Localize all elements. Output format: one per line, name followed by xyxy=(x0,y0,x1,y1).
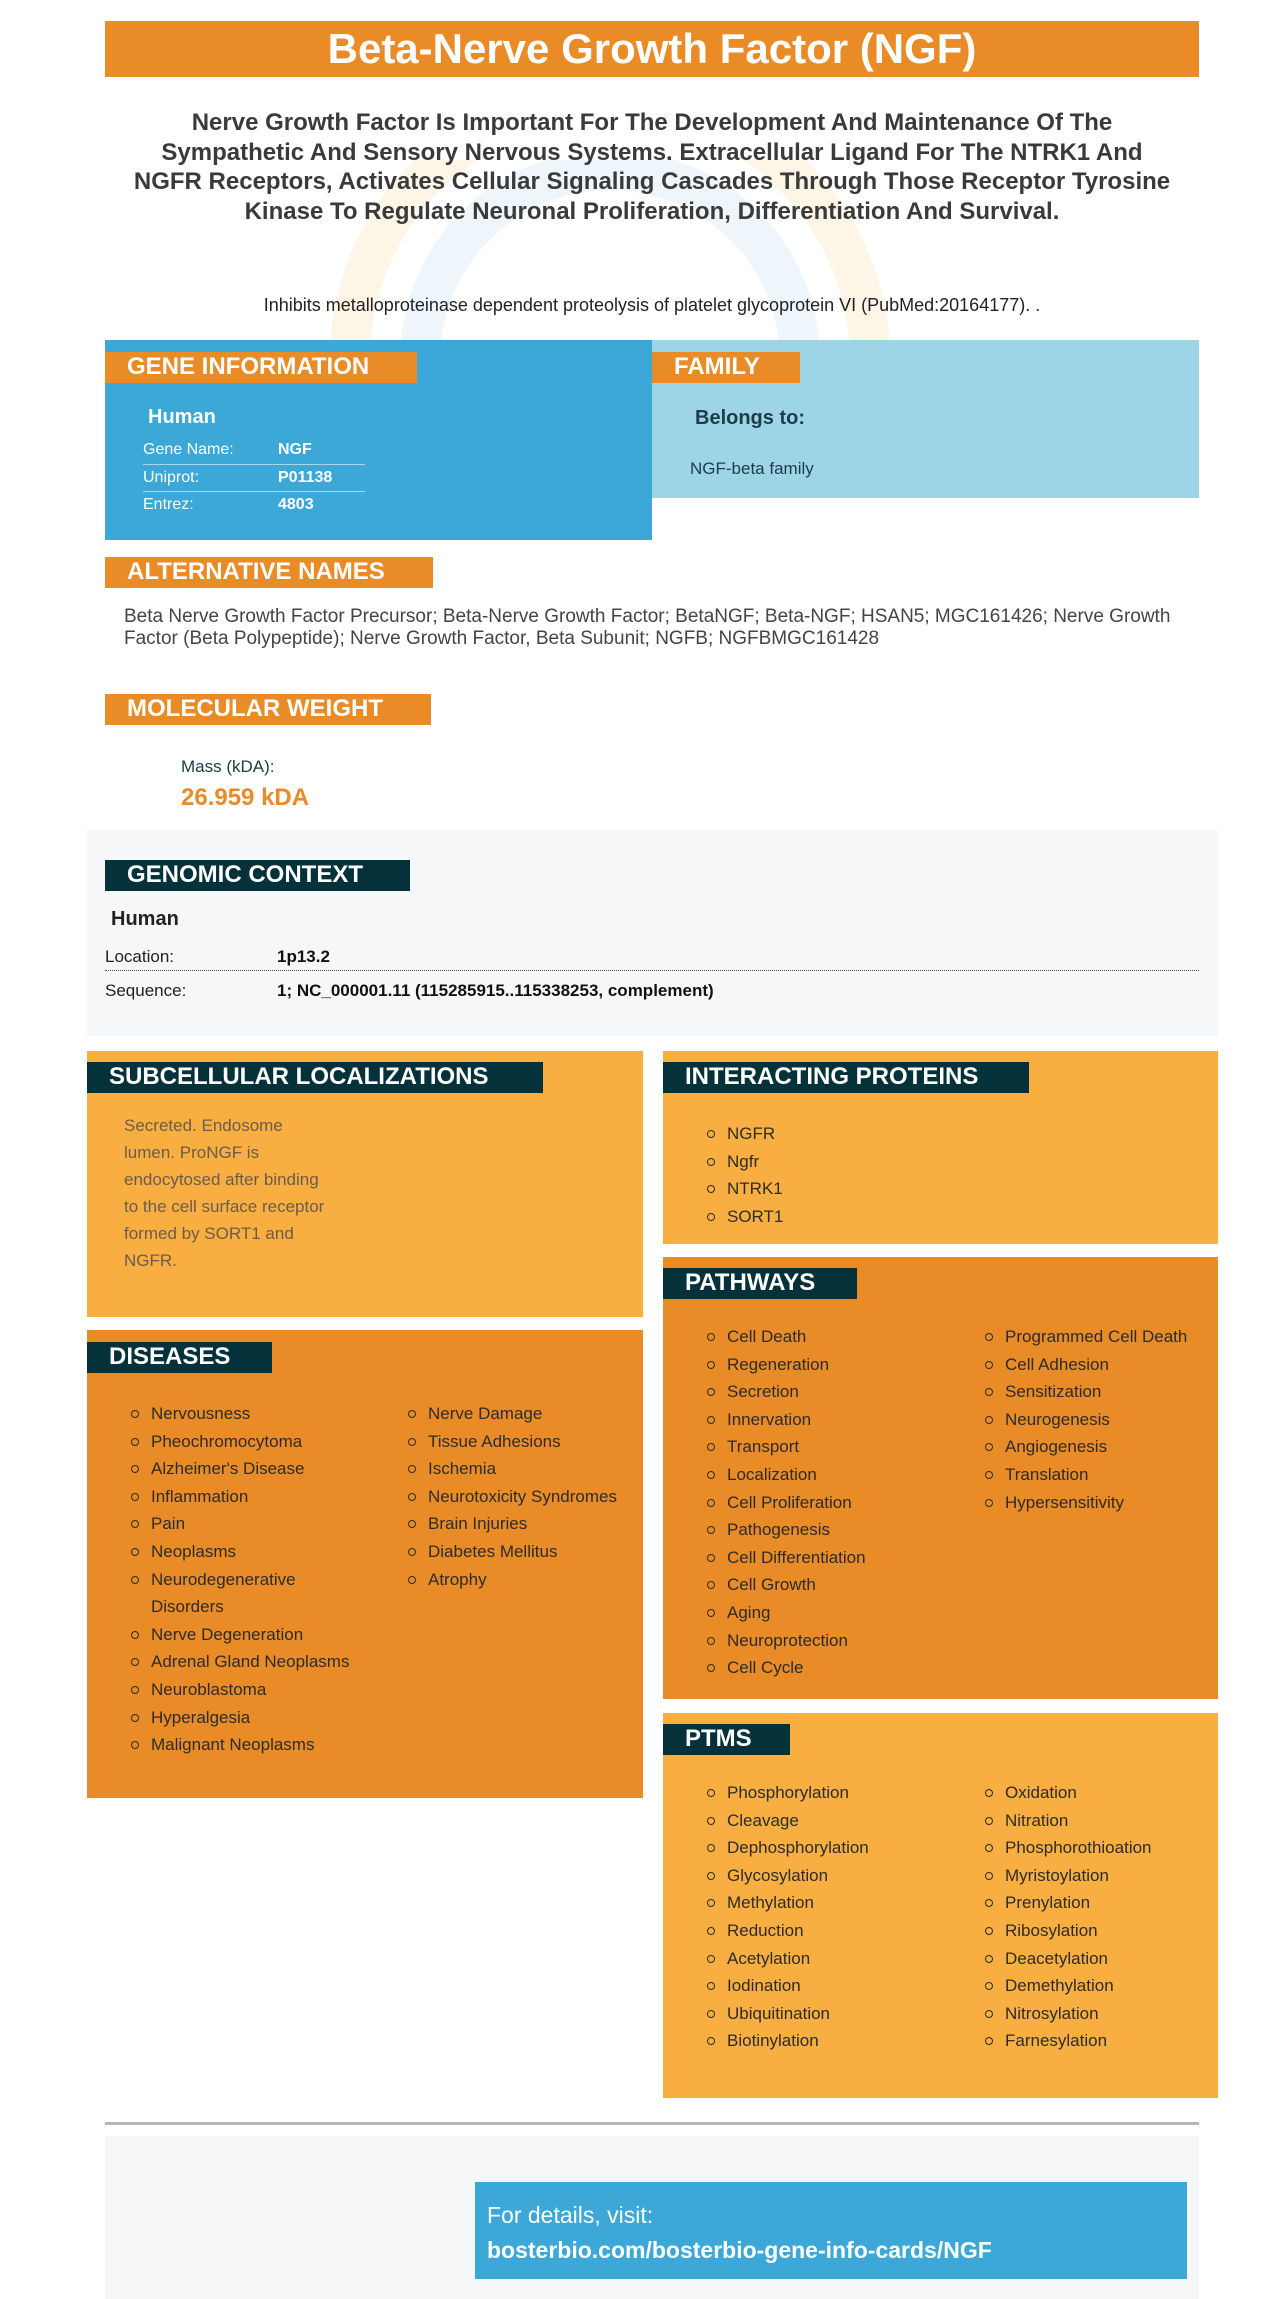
disease-item: Nervousness xyxy=(131,1400,371,1428)
pathways-list-col1 xyxy=(707,1323,967,1682)
disease-item: Pheochromocytoma xyxy=(131,1428,371,1456)
pathway-item: Cell Cycle xyxy=(707,1654,967,1682)
ptm-item: Methylation xyxy=(707,1889,967,1917)
pathway-item: Neurogenesis xyxy=(985,1406,1215,1434)
ptm-item: Biotinylation xyxy=(707,2027,967,2055)
location-label: Location: xyxy=(105,947,174,966)
uniprot-label: Uniprot: xyxy=(143,469,200,486)
disease-item: Brain Injuries xyxy=(408,1510,638,1538)
disease-item: Nerve Damage xyxy=(408,1400,638,1428)
ptm-item: Nitrosylation xyxy=(985,2000,1215,2028)
gene-info-row xyxy=(143,492,365,519)
details-link[interactable]: bosterbio.com/bosterbio-gene-info-cards/NGF xyxy=(487,2237,992,2263)
title-banner xyxy=(105,21,1199,77)
pathway-item: Angiogenesis xyxy=(985,1433,1215,1461)
gene-name-label: Gene Name: xyxy=(143,441,234,458)
disease-item: Hyperalgesia xyxy=(131,1704,371,1732)
pathway-item: Cell Proliferation xyxy=(707,1489,967,1517)
subcellular-text: Secreted. Endosome lumen. ProNGF is endocytosed after binding to the cell surface receptor formed by SORT1 and NGFR. xyxy=(124,1116,325,1270)
ptms-list-col1 xyxy=(707,1779,967,2055)
genomic-context-heading: GENOMIC CONTEXT xyxy=(105,860,410,891)
pathways-heading: PATHWAYS xyxy=(663,1268,857,1299)
family-belongs-label: Belongs to: xyxy=(695,407,805,429)
ptms-heading: PTMS xyxy=(663,1724,790,1755)
mass-label: Mass (kDA): xyxy=(181,757,275,776)
gene-information-panel xyxy=(105,340,652,540)
gene-species: Human xyxy=(148,406,216,428)
family-heading: FAMILY xyxy=(652,352,800,383)
disease-item: Nerve Degeneration xyxy=(131,1621,371,1649)
ptms-list-col2 xyxy=(985,1779,1215,2055)
pathway-item: Hypersensitivity xyxy=(985,1489,1215,1517)
footer-panel xyxy=(105,2136,1199,2299)
location-row xyxy=(105,941,1199,971)
page-title: Beta-Nerve Growth Factor (NGF) xyxy=(327,25,977,72)
pathway-item: Transport xyxy=(707,1433,967,1461)
ptm-item: Cleavage xyxy=(707,1807,967,1835)
ptm-item: Reduction xyxy=(707,1917,967,1945)
ptm-item: Nitration xyxy=(985,1807,1215,1835)
disease-item: Malignant Neoplasms xyxy=(131,1731,371,1759)
entrez-value: 4803 xyxy=(278,496,314,513)
subcellular-heading: SUBCELLULAR LOCALIZATIONS xyxy=(87,1062,543,1093)
uniprot-value: P01138 xyxy=(278,469,333,486)
pathway-item: Programmed Cell Death xyxy=(985,1323,1215,1351)
disease-item: Neurotoxicity Syndromes xyxy=(408,1483,638,1511)
ptm-item: Myristoylation xyxy=(985,1862,1215,1890)
ptm-item: Dephosphorylation xyxy=(707,1834,967,1862)
ptm-item: Acetylation xyxy=(707,1945,967,1973)
pathway-item: Cell Death xyxy=(707,1323,967,1351)
sequence-value: 1; NC_000001.11 (115285915..115338253, complement) xyxy=(277,981,714,1000)
ptm-item: Prenylation xyxy=(985,1889,1215,1917)
sequence-row xyxy=(105,976,1199,1006)
ptms-panel xyxy=(663,1713,1218,2098)
gene-note: Inhibits metalloproteinase dependent proteolysis of platelet glycoprotein VI (PubMed:20164177). . xyxy=(263,295,1041,315)
ptm-item: Deacetylation xyxy=(985,1945,1215,1973)
genomic-species: Human xyxy=(111,908,179,930)
molecular-weight-heading: MOLECULAR WEIGHT xyxy=(105,694,431,725)
pathways-panel xyxy=(663,1257,1218,1699)
disease-item: Alzheimer's Disease xyxy=(131,1455,371,1483)
pathways-list-col2 xyxy=(985,1323,1215,1516)
diseases-heading: DISEASES xyxy=(87,1342,272,1373)
footer-divider xyxy=(105,2122,1199,2125)
location-value: 1p13.2 xyxy=(277,947,330,966)
interacting-protein-item: NGFR xyxy=(707,1120,1007,1148)
gene-info-row xyxy=(143,465,365,492)
disease-item: Neuroblastoma xyxy=(131,1676,371,1704)
visit-label: For details, visit: xyxy=(487,2202,654,2228)
diseases-list-col2 xyxy=(408,1400,638,1593)
pathway-item: Neuroprotection xyxy=(707,1627,967,1655)
pathway-item: Pathogenesis xyxy=(707,1516,967,1544)
interacting-protein-item: NTRK1 xyxy=(707,1175,1007,1203)
ptm-item: Farnesylation xyxy=(985,2027,1215,2055)
disease-item: Inflammation xyxy=(131,1483,371,1511)
interacting-protein-item: Ngfr xyxy=(707,1148,1007,1176)
diseases-panel xyxy=(87,1330,643,1798)
pathway-item: Regeneration xyxy=(707,1351,967,1379)
interacting-proteins-panel xyxy=(663,1051,1218,1244)
ptm-item: Iodination xyxy=(707,1972,967,2000)
genomic-context-panel xyxy=(87,830,1218,1036)
pathway-item: Cell Differentiation xyxy=(707,1544,967,1572)
pathway-item: Cell Adhesion xyxy=(985,1351,1215,1379)
interacting-proteins-list xyxy=(707,1120,1007,1230)
gene-name-value: NGF xyxy=(278,441,312,458)
subcellular-panel xyxy=(87,1051,643,1317)
ptm-item: Phosphorothioation xyxy=(985,1834,1215,1862)
disease-item: Adrenal Gland Neoplasms xyxy=(131,1648,371,1676)
pathway-item: Aging xyxy=(707,1599,967,1627)
diseases-list-col1 xyxy=(131,1400,371,1759)
disease-item: Tissue Adhesions xyxy=(408,1428,638,1456)
pathway-item: Secretion xyxy=(707,1378,967,1406)
ptm-item: Phosphorylation xyxy=(707,1779,967,1807)
alternative-names-heading: ALTERNATIVE NAMES xyxy=(105,557,433,588)
family-value: NGF-beta family xyxy=(690,459,814,478)
gene-information-heading: GENE INFORMATION xyxy=(105,352,417,383)
pathway-item: Localization xyxy=(707,1461,967,1489)
interacting-proteins-heading: INTERACTING PROTEINS xyxy=(663,1062,1029,1093)
pathway-item: Translation xyxy=(985,1461,1215,1489)
details-link-box[interactable] xyxy=(475,2182,1187,2279)
entrez-label: Entrez: xyxy=(143,496,194,513)
interacting-protein-item: SORT1 xyxy=(707,1203,1007,1231)
mass-value: 26.959 kDA xyxy=(181,784,310,811)
sequence-label: Sequence: xyxy=(105,981,187,1000)
gene-summary: Nerve Growth Factor Is Important For The Development And Maintenance Of The Sympathetic And Sensory Nervous Systems. Extracellular Ligand For The NTRK1 And NGFR Receptors, Activates Cellular Signaling Cascades Through Those Receptor Tyrosine Kinase To Regulate Neuronal Proliferation, Differentiation And Survival. xyxy=(133,109,1171,225)
family-panel xyxy=(652,340,1199,498)
disease-item: Diabetes Mellitus xyxy=(408,1538,638,1566)
pathway-item: Cell Growth xyxy=(707,1571,967,1599)
ptm-item: Ubiquitination xyxy=(707,2000,967,2028)
ptm-item: Oxidation xyxy=(985,1779,1215,1807)
disease-item: Ischemia xyxy=(408,1455,638,1483)
disease-item: Neurodegenerative Disorders xyxy=(131,1566,371,1621)
pathway-item: Sensitization xyxy=(985,1378,1215,1406)
ptm-item: Ribosylation xyxy=(985,1917,1215,1945)
gene-info-row xyxy=(143,438,365,465)
ptm-item: Demethylation xyxy=(985,1972,1215,2000)
disease-item: Atrophy xyxy=(408,1566,638,1594)
ptm-item: Glycosylation xyxy=(707,1862,967,1890)
pathway-item: Innervation xyxy=(707,1406,967,1434)
alternative-names-text: Beta Nerve Growth Factor Precursor; Beta-Nerve Growth Factor; BetaNGF; Beta-NGF; HSAN5; MGC161426; Nerve Growth Factor (Beta Polypeptide); Nerve Growth Factor, Beta Subunit; NGFB; NGFBMGC161428 xyxy=(124,606,1171,649)
disease-item: Pain xyxy=(131,1510,371,1538)
disease-item: Neoplasms xyxy=(131,1538,371,1566)
